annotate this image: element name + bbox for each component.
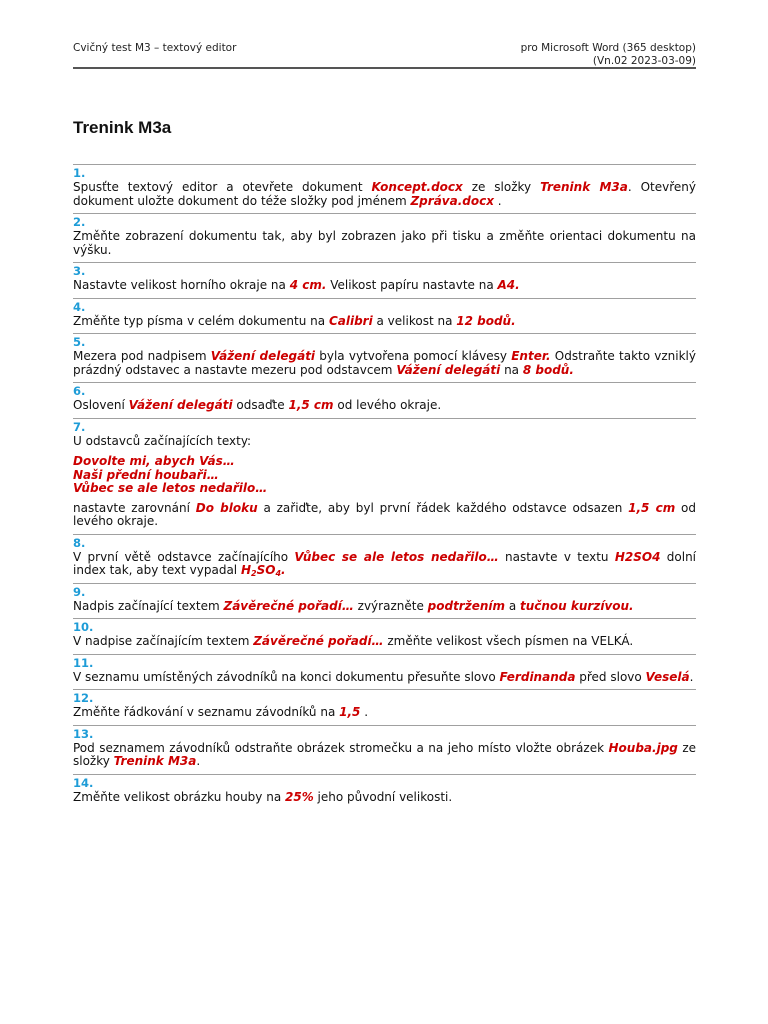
- task-number: 4.: [73, 299, 86, 314]
- page-title: Trenink M3a: [73, 118, 172, 137]
- task-13: [73, 725, 696, 774]
- task-number: 14.: [73, 775, 94, 790]
- task-number: 5.: [73, 335, 86, 349]
- task-text: V nadpise začínajícím textem Závěrečné pořadí… změňte velikost všech písmen na VELKÁ.: [73, 634, 634, 648]
- task-list: [73, 164, 696, 809]
- example-paragraph: Dovolte mi, abych Vás…: [73, 454, 235, 468]
- task-text: nastavte zarovnání Do bloku a zařiďte, aby byl první řádek každého odstavce odsazen 1,5 cm od levého okraje.: [73, 500, 696, 528]
- task-text: Spusťte textový editor a otevřete dokument Koncept.docx ze složky Trenink M3a. Otevřený dokument uložte dokument do téže složky pod jménem Zpráva.docx .: [73, 180, 696, 208]
- task-text: Nastavte velikost horního okraje na 4 cm. Velikost papíru nastavte na A4.: [73, 278, 520, 292]
- task-8: [73, 534, 696, 583]
- task-text: V první větě odstavce začínajícího Vůbec se ale letos nedařilo… nastavte v textu H2SO4 dolní index tak, aby text vypadal $H_2SO_4$.: [73, 549, 697, 578]
- task-number: 11.: [73, 655, 94, 670]
- task-number: 1.: [73, 166, 86, 180]
- task-1: [73, 164, 696, 213]
- task-number: 8.: [73, 535, 86, 550]
- task-number: 6.: [73, 384, 86, 398]
- task-9: [73, 583, 696, 619]
- task-14: [73, 774, 696, 810]
- task-text: Oslovení Vážení delegáti odsaďte 1,5 cm od levého okraje.: [73, 398, 442, 412]
- task-text: V seznamu umístěných závodníků na konci dokumentu přesuňte slovo Ferdinanda před slovo Veselá.: [73, 669, 694, 684]
- chemical-formula: $H_2SO_4$.: [240, 563, 286, 578]
- task-4: [73, 298, 696, 334]
- header-version: (Vn.02 2023-03-09): [592, 55, 696, 67]
- task-number: 13.: [73, 726, 94, 741]
- task-intro: U odstavců začínajících texty:: [73, 433, 252, 448]
- header-version-info: [521, 42, 696, 68]
- header-test-name: Cvičný test M3 – textový editor: [73, 42, 237, 54]
- task-number: 9.: [73, 584, 86, 599]
- task-2: [73, 213, 696, 262]
- task-10: [73, 618, 696, 654]
- task-text: Nadpis začínající textem Závěrečné pořadí… zvýrazněte podtržením a tučnou kurzívou.: [73, 598, 634, 613]
- example-paragraph: Vůbec se ale letos nedařilo…: [73, 481, 268, 495]
- task-5: [73, 333, 696, 382]
- task-7: [73, 418, 696, 534]
- task-11: [73, 654, 696, 690]
- task-number: 7.: [73, 419, 86, 434]
- task-text: Změňte zobrazení dokumentu tak, aby byl zobrazen jako při tisku a změňte orientaci dokumentu na výšku.: [73, 229, 696, 257]
- task-number: 2.: [73, 215, 86, 229]
- header-app-name: pro Microsoft Word (365 desktop): [520, 42, 696, 54]
- task-text: Mezera pod nadpisem Vážení delegáti byla vytvořena pomocí klávesy Enter. Odstraňte takto vzniklý prázdný odstavec a nastavte mezeru pod odstavcem Vážení delegáti na 8 bodů.: [73, 349, 696, 377]
- task-6: [73, 382, 696, 418]
- task-text: Pod seznamem závodníků odstraňte obrázek stromečku a na jeho místo vložte obrázek Houba.jpg ze složky Trenink M3a.: [73, 740, 696, 768]
- task-3: [73, 262, 696, 298]
- task-text: Změňte řádkování v seznamu závodníků na 1,5 .: [73, 705, 369, 719]
- task-text: Změňte velikost obrázku houby na 25% jeho původní velikosti.: [73, 789, 453, 804]
- task-number: 3.: [73, 264, 86, 278]
- task-number: 10.: [73, 620, 94, 634]
- task-12: [73, 689, 696, 725]
- example-paragraph-list: [73, 455, 696, 496]
- header-divider: [73, 67, 696, 69]
- example-paragraph: Naši přední houbaři…: [73, 467, 219, 482]
- task-number: 12.: [73, 691, 94, 705]
- task-text: Změňte typ písma v celém dokumentu na Calibri a velikost na 12 bodů.: [73, 313, 516, 328]
